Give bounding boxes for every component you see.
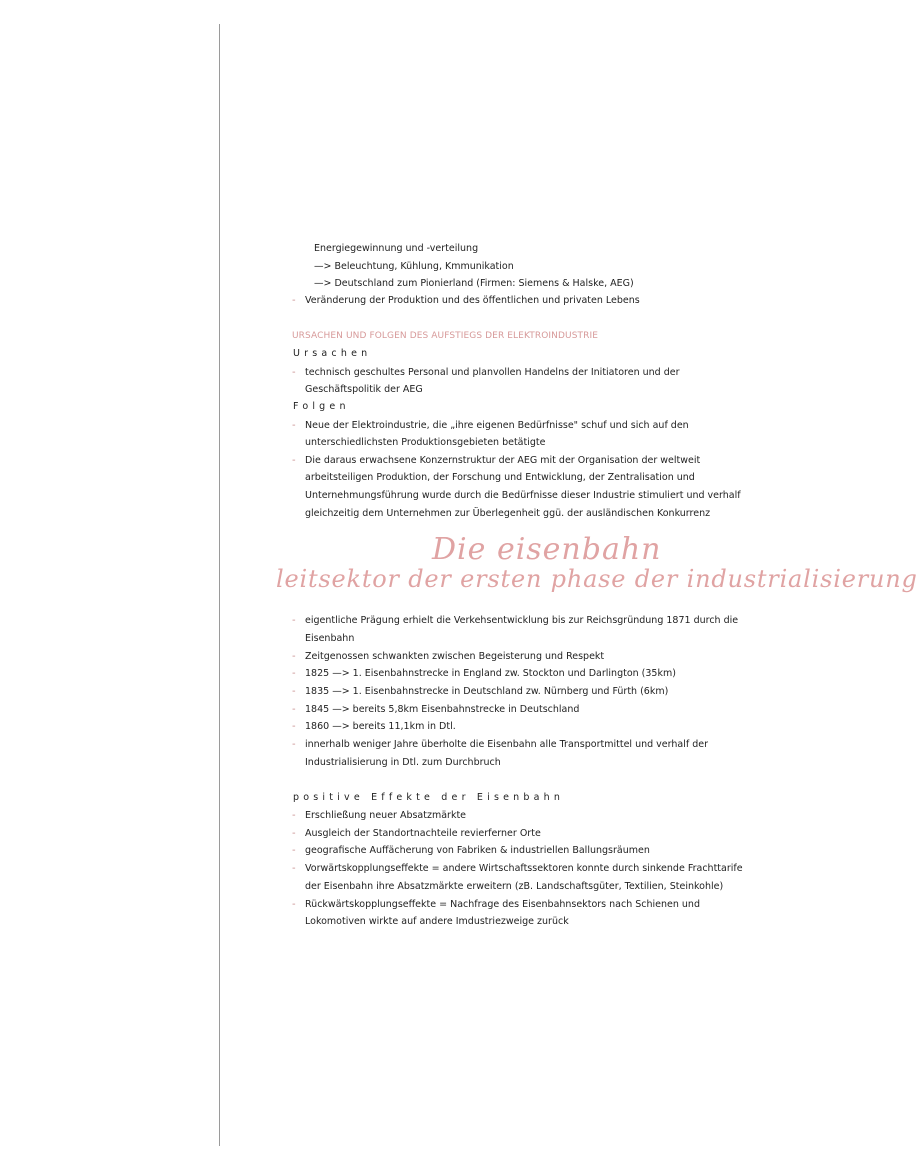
bullet-dash: - [292, 704, 296, 715]
effekte-item-line: Erschließung neuer Absatzmärkte [305, 810, 467, 821]
eisenbahn-item-line: 1835 —> 1. Eisenbahnstrecke in Deutschland zw. Nürnberg und Fürth (6km) [305, 686, 669, 697]
bullet-dash: - [292, 810, 296, 821]
bullet-dash: - [292, 721, 296, 732]
eisenbahn-item-line: Zeitgenossen schwankten zwischen Begeisterung und Respekt [305, 651, 605, 662]
bullet-dash: - [292, 420, 296, 431]
effekte-item-line: Lokomotiven wirkte auf andere Imdustriezweige zurück [305, 916, 569, 927]
bullet-dash: - [292, 668, 296, 679]
section-heading-elektroindustrie: URSACHEN UND FOLGEN DES AUFSTIEGS DER ELEKTROINDUSTRIE [292, 331, 599, 341]
heading-positive-effekte: positive Effekte der Eisenbahn [293, 792, 565, 803]
bullet-dash: - [292, 863, 296, 874]
effekte-item-line: Vorwärtskopplungseffekte = andere Wirtschaftssektoren konnte durch sinkende Frachttarife [305, 863, 743, 874]
eisenbahn-item-line: Eisenbahn [305, 633, 355, 644]
intro-arrow-2: —> Deutschland zum Pionierland (Firmen: Siemens & Halske, AEG) [314, 278, 634, 289]
ursachen-item-line: Geschäftspolitik der AEG [305, 384, 423, 395]
intro-bullet: Veränderung der Produktion und des öffentlichen und privaten Lebens [305, 295, 640, 306]
bullet-dash: - [292, 845, 296, 856]
intro-arrow-1: —> Beleuchtung, Kühlung, Kmmunikation [314, 261, 514, 272]
bullet-dash: - [292, 828, 296, 839]
folgen-item-line: Neue der Elektroindustrie, die „ihre eigenen Bedürfnisse" schuf und sich auf den [305, 420, 689, 431]
effekte-item-line: der Eisenbahn ihre Absatzmärkte erweitern (zB. Landschaftsgüter, Textilien, Steinkohle) [305, 881, 724, 892]
bullet-dash: - [292, 739, 296, 750]
bullet-dash: - [292, 651, 296, 662]
eisenbahn-item-line: innerhalb weniger Jahre überholte die Eisenbahn alle Transportmittel und verhalf der [305, 739, 708, 750]
bullet-dash: - [292, 899, 296, 910]
eisenbahn-item-line: 1825 —> 1. Eisenbahnstrecke in England zw. Stockton und Darlington (35km) [305, 668, 676, 679]
folgen-item-line: arbeitsteiligen Produktion, der Forschung und Entwicklung, der Zentralisation und [305, 472, 695, 483]
title-main: Die eisenbahn [432, 532, 662, 567]
folgen-item-line: Unternehmungsführung wurde durch die Bedürfnisse dieser Industrie stimuliert und verhalf [305, 490, 741, 501]
intro-line: Energiegewinnung und -verteilung [314, 243, 479, 254]
title-sub: leitsektor der ersten phase der industrialisierung [276, 565, 918, 593]
label-ursachen: Ursachen [293, 348, 372, 359]
eisenbahn-item-line: Industrialisierung in Dtl. zum Durchbruch [305, 757, 501, 768]
bullet-dash: - [292, 295, 296, 306]
eisenbahn-item-line: eigentliche Prägung erhielt die Verkehsentwicklung bis zur Reichsgründung 1871 durch die [305, 615, 739, 626]
bullet-dash: - [292, 367, 296, 378]
bullet-dash: - [292, 455, 296, 466]
folgen-item-line: Die daraus erwachsene Konzernstruktur der AEG mit der Organisation der weltweit [305, 455, 701, 466]
bullet-dash: - [292, 615, 296, 626]
eisenbahn-item-line: 1860 —> bereits 11,1km in Dtl. [305, 721, 456, 732]
folgen-item-line: gleichzeitig dem Unternehmen zur Überlegenheit ggü. der ausländischen Konkurrenz [305, 508, 711, 519]
label-folgen: Folgen [293, 401, 350, 412]
eisenbahn-item-line: 1845 —> bereits 5,8km Eisenbahnstrecke in Deutschland [305, 704, 580, 715]
folgen-item-line: unterschiedlichsten Produktionsgebieten betätigte [305, 437, 546, 448]
effekte-item-line: Rückwärtskopplungseffekte = Nachfrage des Eisenbahnsektors nach Schienen und [305, 899, 700, 910]
bullet-dash: - [292, 686, 296, 697]
ursachen-item-line: technisch geschultes Personal und planvollen Handelns der Initiatoren und der [305, 367, 680, 378]
effekte-item-line: Ausgleich der Standortnachteile revierferner Orte [305, 828, 541, 839]
effekte-item-line: geografische Auffächerung von Fabriken & industriellen Ballungsräumen [305, 845, 650, 856]
